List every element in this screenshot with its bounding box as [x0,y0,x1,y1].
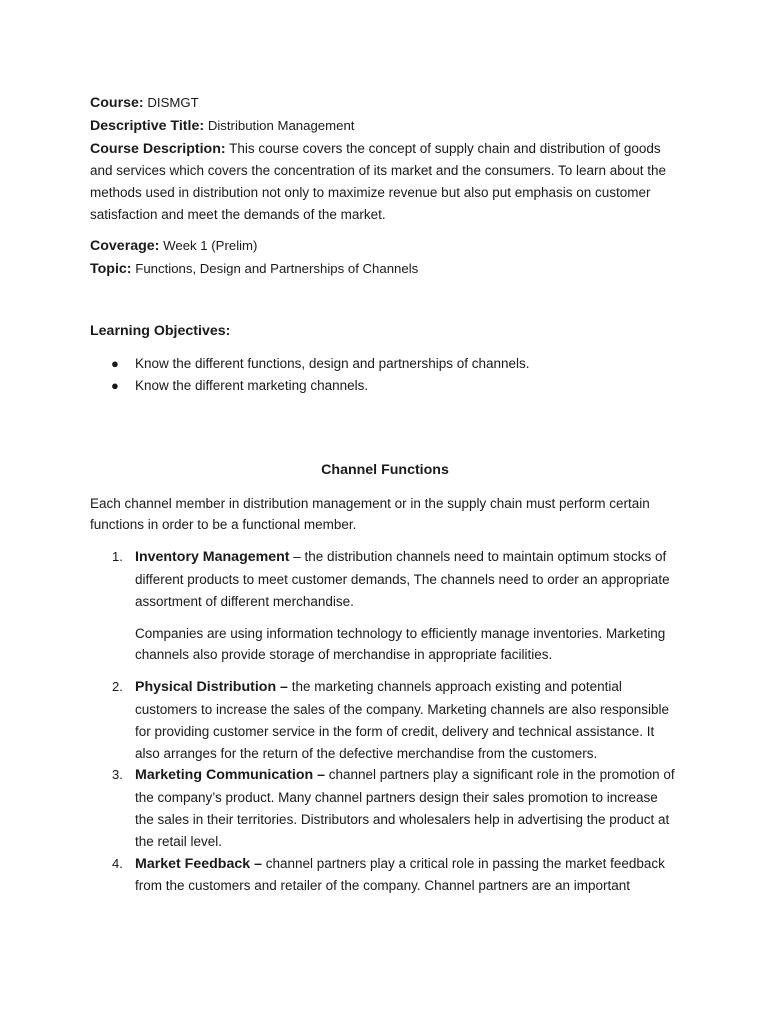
list-item [90,353,680,375]
list-number: 3. [112,767,123,783]
topic-label: Topic: [90,260,132,277]
list-item [90,853,680,898]
bullet-icon: ● [111,377,119,393]
descriptive-title-line [90,115,680,138]
function-term: Marketing Communication – [135,767,325,784]
coverage-value: Week 1 (Prelim) [163,237,258,253]
descriptive-title-value: Distribution Management [207,117,355,133]
list-number: 1. [112,549,123,565]
function-text: channel partners play a significant role in the promotion of the company’s product. Many channel partners design their sales promotion to increase the sales in their territories. Distributors and wholesalers help in advertising the product at the retail level. [135,767,675,849]
list-number: 4. [112,855,123,871]
list-item [90,764,680,852]
learning-objectives-list [90,353,680,397]
descriptive-title-label: Descriptive Title: [90,117,205,134]
document-page [90,92,680,897]
function-term: Market Feedback – [135,855,262,872]
section-heading: Channel Functions [321,461,449,478]
function-term: Inventory Management [135,549,290,566]
course-description-label: Course Description: [90,140,226,157]
function-text: – the distribution channels need to maintain optimum stocks of different products to meet customer demands, The channels need to order an appropriate assortment of different merchandise. [135,549,670,609]
objective-text: Know the different functions, design and partnerships of channels. [135,356,530,372]
section-intro: Each channel member in distribution management or in the supply chain must perform certain functions in order to be a functional member. [90,495,650,533]
function-text: channel partners play a critical role in passing the market feedback from the customers and retailer of the company. Channel partners are an important [135,855,665,894]
topic-line [90,258,680,281]
course-value: DISMGT [147,95,199,110]
bullet-icon: ● [111,356,119,372]
objective-text: Know the different marketing channels. [135,377,369,393]
function-text: the marketing channels approach existing and potential customers to increase the sales of the company. Marketing channels are also responsible for providing customer service in the form of credit, delivery and technical assistance. It also arranges for the return of the defective merchandise from the customers. [135,679,670,761]
course-line [90,92,680,115]
coverage-label: Coverage: [90,237,160,254]
channel-functions-list [90,546,680,897]
learning-objectives-heading: Learning Objectives: [90,323,231,340]
list-number: 2. [112,679,123,695]
course-label: Course: [90,95,144,111]
course-description-text: This course covers the concept of supply chain and distribution of goods and services which covers the concentration of its market and the consumers. To learn about the methods used in distribution not only to maximize revenue but also put emphasis on customer satisfaction and meet the demands of the market. [90,140,667,222]
list-item [90,546,680,666]
course-description [90,138,680,226]
function-extra-text: Companies are using information technology to efficiently manage inventories. Marketing channels also provide storage of merchandise in appropriate facilities. [135,625,666,663]
coverage-line [90,235,680,258]
function-term: Physical Distribution – [135,679,288,696]
topic-value: Functions, Design and Partnerships of Channels [135,260,419,276]
list-item [90,375,680,397]
list-item [90,676,680,764]
